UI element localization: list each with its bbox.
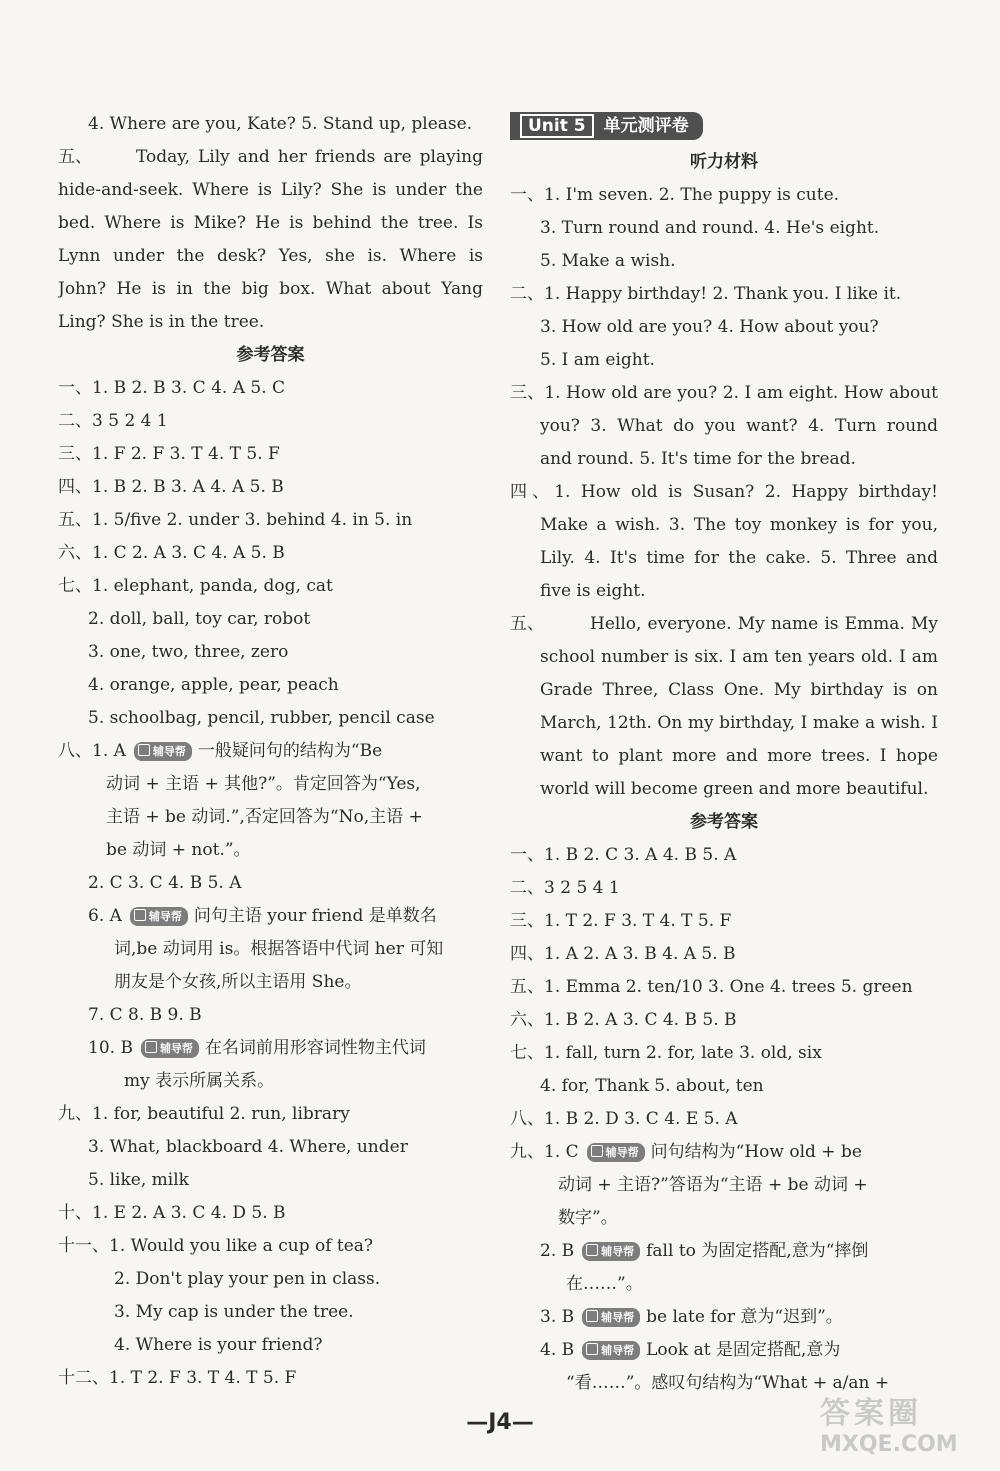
answer-head: 4. B <box>540 1340 575 1360</box>
answer-line <box>58 735 483 768</box>
answer-subline: 5. like, milk <box>88 1170 189 1190</box>
passage-text: Hello, everyone. My name is Emma. My <box>590 614 938 634</box>
answer-line: 四、1. A 2. A 3. B 4. A 5. B <box>510 944 736 964</box>
passage-line: John? He is in the big box. What about Yang <box>58 279 483 299</box>
answer-line: 五、1. Emma 2. ten/10 3. One 4. trees 5. green <box>510 977 913 997</box>
answer-subline: 2. doll, ball, toy car, robot <box>88 609 311 629</box>
helper-note: 一般疑问句的结构为“Be <box>197 741 383 761</box>
answer-subline: 2. C 3. C 4. B 5. A <box>88 873 242 893</box>
listening-subline: 5. I am eight. <box>540 350 655 370</box>
book-icon <box>145 1041 157 1053</box>
answer-subline <box>510 1334 938 1367</box>
listening-subline: five is eight. <box>540 581 646 601</box>
passage-line: world will become green and more beautiful. <box>540 779 929 799</box>
helper-badge <box>141 1039 199 1058</box>
helper-note: be late for 意为“迟到”。 <box>646 1307 843 1327</box>
helper-badge <box>582 1242 640 1261</box>
answer-head: 6. A <box>88 906 122 926</box>
helper-note-line: 在……”。 <box>566 1274 643 1294</box>
answer-line: 五、1. 5/five 2. under 3. behind 4. in 5. in <box>58 510 413 530</box>
helper-note-line: be 动词 + not.”。 <box>106 840 251 860</box>
passage-line: March, 12th. On my birthday, I make a wish. I <box>540 713 938 733</box>
helper-badge <box>130 907 188 926</box>
helper-label: 辅导帮 <box>605 1146 639 1159</box>
listening-subline: and round. 5. It's time for the bread. <box>540 449 856 469</box>
answer-line: 四、1. B 2. B 3. A 4. A 5. B <box>58 477 284 497</box>
passage-line: school number is six. I am ten years old. I am <box>540 647 938 667</box>
answer-subline: 3. one, two, three, zero <box>88 642 289 662</box>
helper-badge <box>582 1308 640 1327</box>
answer-head: 2. B <box>540 1241 575 1261</box>
helper-note: fall to 为固定搭配,意为“摔倒 <box>646 1241 869 1261</box>
helper-note-line: “看……”。感叹句结构为“What + a/an + <box>566 1373 890 1393</box>
answer-subline: 2. Don't play your pen in class. <box>114 1269 381 1289</box>
answer-line: 九、1. for, beautiful 2. run, library <box>58 1104 350 1124</box>
answer-line: 三、1. F 2. F 3. T 4. T 5. F <box>58 444 280 464</box>
listening-subline: Lily. 4. It's time for the cake. 5. Three and <box>540 548 938 568</box>
answer-line: 七、1. elephant, panda, dog, cat <box>58 576 333 596</box>
helper-badge <box>134 742 192 761</box>
book-icon <box>591 1145 603 1157</box>
helper-badge <box>582 1341 640 1360</box>
book-icon <box>134 909 146 921</box>
helper-note-line: 数字”。 <box>558 1208 618 1228</box>
helper-note: 在名词前用形容词性物主代词 <box>204 1038 426 1058</box>
passage-line: hide-and-seek. Where is Lily? She is under the <box>58 180 483 200</box>
unit-box: Unit 5 <box>520 114 594 138</box>
section-label: 五、 <box>58 147 92 167</box>
answer-line: 七、1. fall, turn 2. for, late 3. old, six <box>510 1043 822 1063</box>
book-icon <box>586 1310 598 1322</box>
answer-head: 九、1. C <box>510 1142 579 1162</box>
helper-label: 辅导帮 <box>601 1311 635 1324</box>
listening-line: 三、1. How old are you? 2. I am eight. How about <box>510 383 938 403</box>
helper-note-line: 动词 + 主语 + 其他?”。肯定回答为“Yes, <box>106 774 421 794</box>
passage-line: want to plant more and more trees. I hope <box>540 746 938 766</box>
helper-label: 辅导帮 <box>159 1042 193 1055</box>
helper-note-line: 朋友是个女孩,所以主语用 She。 <box>114 972 362 992</box>
answer-head: 八、1. A <box>58 741 126 761</box>
helper-note-line: 词,be 动词用 is。根据答语中代词 her 可知 <box>114 939 444 959</box>
helper-note-line: 主语 + be 动词.”,否定回答为“No,主语 + <box>106 807 423 827</box>
answer-subline <box>510 1235 938 1268</box>
helper-label: 辅导帮 <box>152 745 186 758</box>
answer-line <box>510 1136 938 1169</box>
helper-badge <box>587 1143 645 1162</box>
answer-subline: 3. What, blackboard 4. Where, under <box>88 1137 408 1157</box>
book-icon <box>138 744 150 756</box>
watermark-url: MXQE.COM <box>820 1432 958 1457</box>
helper-label: 辅导帮 <box>601 1245 635 1258</box>
answer-subline <box>510 1301 938 1334</box>
listening-line: 二、1. Happy birthday! 2. Thank you. I like it. <box>510 284 902 304</box>
watermark-logo-text: 答案圈 <box>820 1396 922 1431</box>
passage-text: Today, Lily and her friends are playing <box>136 147 483 167</box>
listening-subline: 5. Make a wish. <box>540 251 676 271</box>
listening-subline: 3. Turn round and round. 4. He's eight. <box>540 218 880 238</box>
book-icon <box>586 1244 598 1256</box>
answer-line: 一、1. B 2. C 3. A 4. B 5. A <box>510 845 737 865</box>
answer-line: 二、3 2 5 4 1 <box>510 878 620 898</box>
unit-header <box>510 112 703 140</box>
answer-line: 六、1. B 2. A 3. C 4. B 5. B <box>510 1010 737 1030</box>
answer-title: 参考答案 <box>236 345 305 365</box>
right-column <box>510 108 938 1400</box>
listening-subline: Make a wish. 3. The toy monkey is for you, <box>540 515 938 535</box>
watermark <box>820 1388 990 1468</box>
answer-head: 10. B <box>88 1038 133 1058</box>
section-label: 五、 <box>510 614 544 634</box>
passage-line <box>58 141 483 174</box>
passage-line: Ling? She is in the tree. <box>58 312 265 332</box>
answer-line: 十一、1. Would you like a cup of tea? <box>58 1236 374 1256</box>
page-number: —J4— <box>466 1410 534 1435</box>
answer-line: 三、1. T 2. F 3. T 4. T 5. F <box>510 911 732 931</box>
passage-line: Grade Three, Class One. My birthday is on <box>540 680 938 700</box>
answer-subline: 4. Where is your friend? <box>114 1335 323 1355</box>
answer-line: 十二、1. T 2. F 3. T 4. T 5. F <box>58 1368 297 1388</box>
book-icon <box>586 1343 598 1355</box>
passage-line: Lynn under the desk? Yes, she is. Where is <box>58 246 483 266</box>
passage-line <box>510 608 938 641</box>
answer-subline: 5. schoolbag, pencil, rubber, pencil case <box>88 708 435 728</box>
answer-line: 十、1. E 2. A 3. C 4. D 5. B <box>58 1203 286 1223</box>
listening-line: 一、1. I'm seven. 2. The puppy is cute. <box>510 185 840 205</box>
listening-q4-line: 4. Where are you, Kate? 5. Stand up, please. <box>88 114 473 134</box>
helper-note-line: 动词 + 主语?”答语为“主语 + be 动词 + <box>558 1175 868 1195</box>
answer-line: 八、1. B 2. D 3. C 4. E 5. A <box>510 1109 738 1129</box>
answer-line: 二、3 5 2 4 1 <box>58 411 168 431</box>
unit-header-row <box>510 108 938 146</box>
unit-title: 单元测评卷 <box>603 116 689 136</box>
listening-title: 听力材料 <box>690 152 758 172</box>
listening-subline: 3. How old are you? 4. How about you? <box>540 317 879 337</box>
answer-subline: 4. for, Thank 5. about, ten <box>540 1076 764 1096</box>
passage-line: bed. Where is Mike? He is behind the tree. Is <box>58 213 483 233</box>
listening-subline: you? 3. What do you want? 4. Turn round <box>540 416 938 436</box>
answer-subline: 7. C 8. B 9. B <box>88 1005 202 1025</box>
answer-line: 六、1. C 2. A 3. C 4. A 5. B <box>58 543 285 563</box>
helper-note: 问句主语 your friend 是单数名 <box>193 906 437 926</box>
answer-line: 一、1. B 2. B 3. C 4. A 5. C <box>58 378 286 398</box>
helper-label: 辅导帮 <box>601 1344 635 1357</box>
answer-head: 3. B <box>540 1307 575 1327</box>
answer-title: 参考答案 <box>690 812 758 832</box>
helper-note: Look at 是固定搭配,意为 <box>646 1340 841 1360</box>
answer-subline: 3. My cap is under the tree. <box>114 1302 354 1322</box>
helper-note: 问句结构为“How old + be <box>650 1142 862 1162</box>
helper-label: 辅导帮 <box>148 910 182 923</box>
helper-note-line: my 表示所属关系。 <box>124 1071 275 1091</box>
listening-line: 四、1. How old is Susan? 2. Happy birthday! <box>510 482 938 502</box>
left-column <box>58 108 483 1395</box>
answer-subline: 4. orange, apple, pear, peach <box>88 675 339 695</box>
answer-subline <box>58 1032 483 1065</box>
answer-subline <box>58 900 483 933</box>
